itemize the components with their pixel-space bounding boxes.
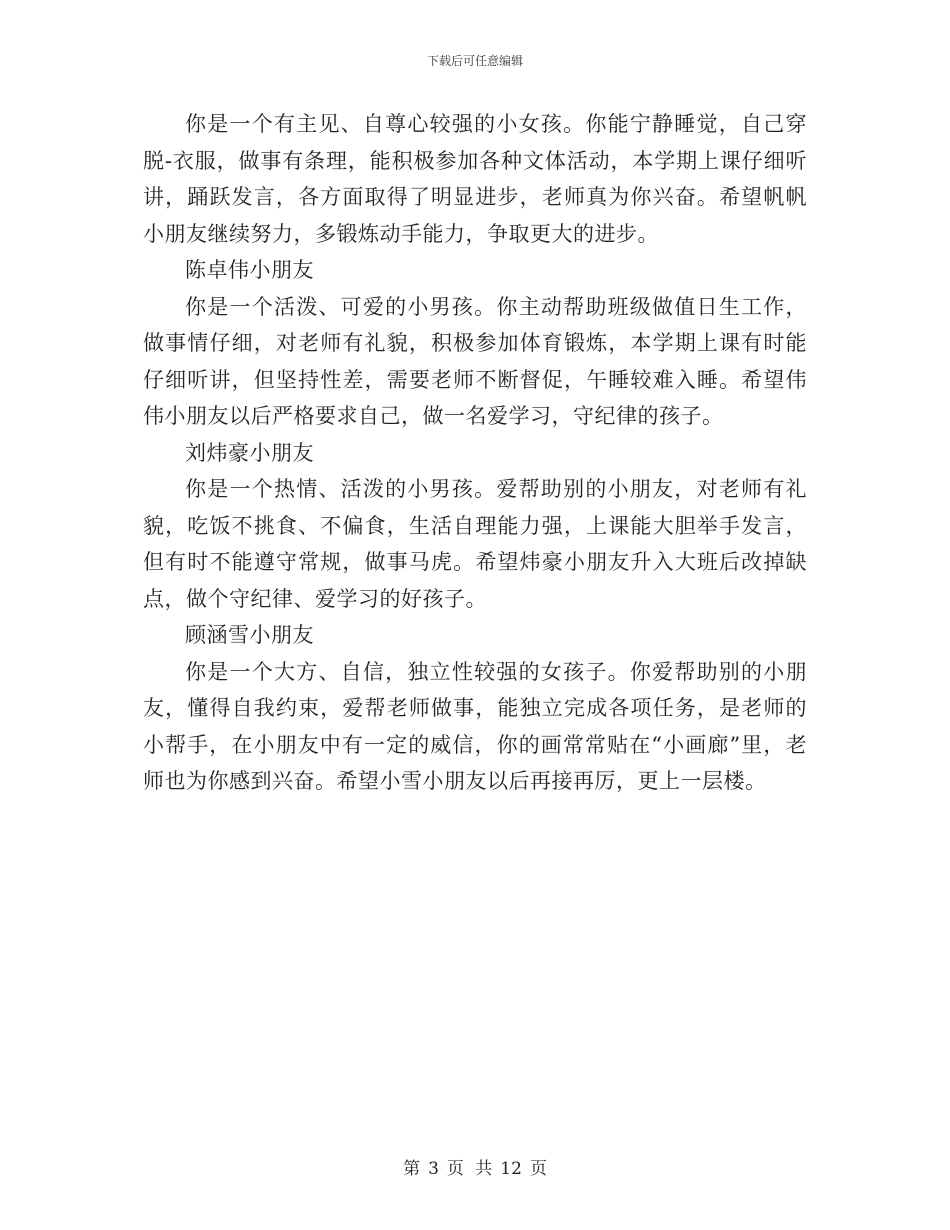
- student-name-4: 顾涵雪小朋友: [185, 623, 314, 647]
- document-body: [143, 106, 807, 800]
- footer-prefix: 第: [403, 1159, 421, 1179]
- student-name-3: 刘炜豪小朋友: [185, 440, 314, 465]
- comment-paragraph-1: 你是一个有主见、自尊心较强的小女孩。你能宁静睡觉，自己穿脱-衣服，做事有条理，能积极参加各种文体活动，本学期上课仔细听讲，踊跃发言，各方面取得了明显进步，老师真为你兴奋。希望帆帆小朋友继续努力，多锻炼动手能力，争取更大的进步。: [143, 112, 807, 246]
- student-name-2: 陈卓伟小朋友: [185, 258, 314, 282]
- page-header: 下载后可任意编辑: [426, 54, 523, 68]
- footer-middle: 页 共: [446, 1159, 493, 1179]
- comment-paragraph-4: 你是一个大方、自信，独立性较强的女孩子。你爱帮助别的小朋友，懂得自我约束，爱帮老师做事，能独立完成各项任务，是老师的小帮手，在小朋友中有一定的威信，你的画常常贴在“小画廊”里，老师也为你感到兴奋。希望小雪小朋友以后再接再厉，更上一层楼。: [143, 659, 807, 793]
- comment-paragraph-2: 你是一个活泼、可爱的小男孩。你主动帮助班级做值日生工作，做事情仔细，对老师有礼貌，积极参加体育锻炼，本学期上课有时能仔细听讲，但坚持性差，需要老师不断督促，午睡较难入睡。希望伟伟小朋友以后严格要求自己，做一名爱学习，守纪律的孩子。: [143, 294, 807, 428]
- page-footer: [0, 1154, 950, 1179]
- footer-suffix: 页: [529, 1159, 547, 1179]
- current-page-number: 3: [428, 1159, 439, 1179]
- comment-paragraph-3: 你是一个热情、活泼的小男孩。爱帮助别的小朋友，对老师有礼貌，吃饭不挑食、不偏食，生活自理能力强，上课能大胆举手发言，但有时不能遵守常规，做事马虎。希望炜豪小朋友升入大班后改掉缺点，做个守纪律、爱学习的好孩子。: [143, 477, 807, 611]
- total-pages-number: 12: [500, 1159, 522, 1179]
